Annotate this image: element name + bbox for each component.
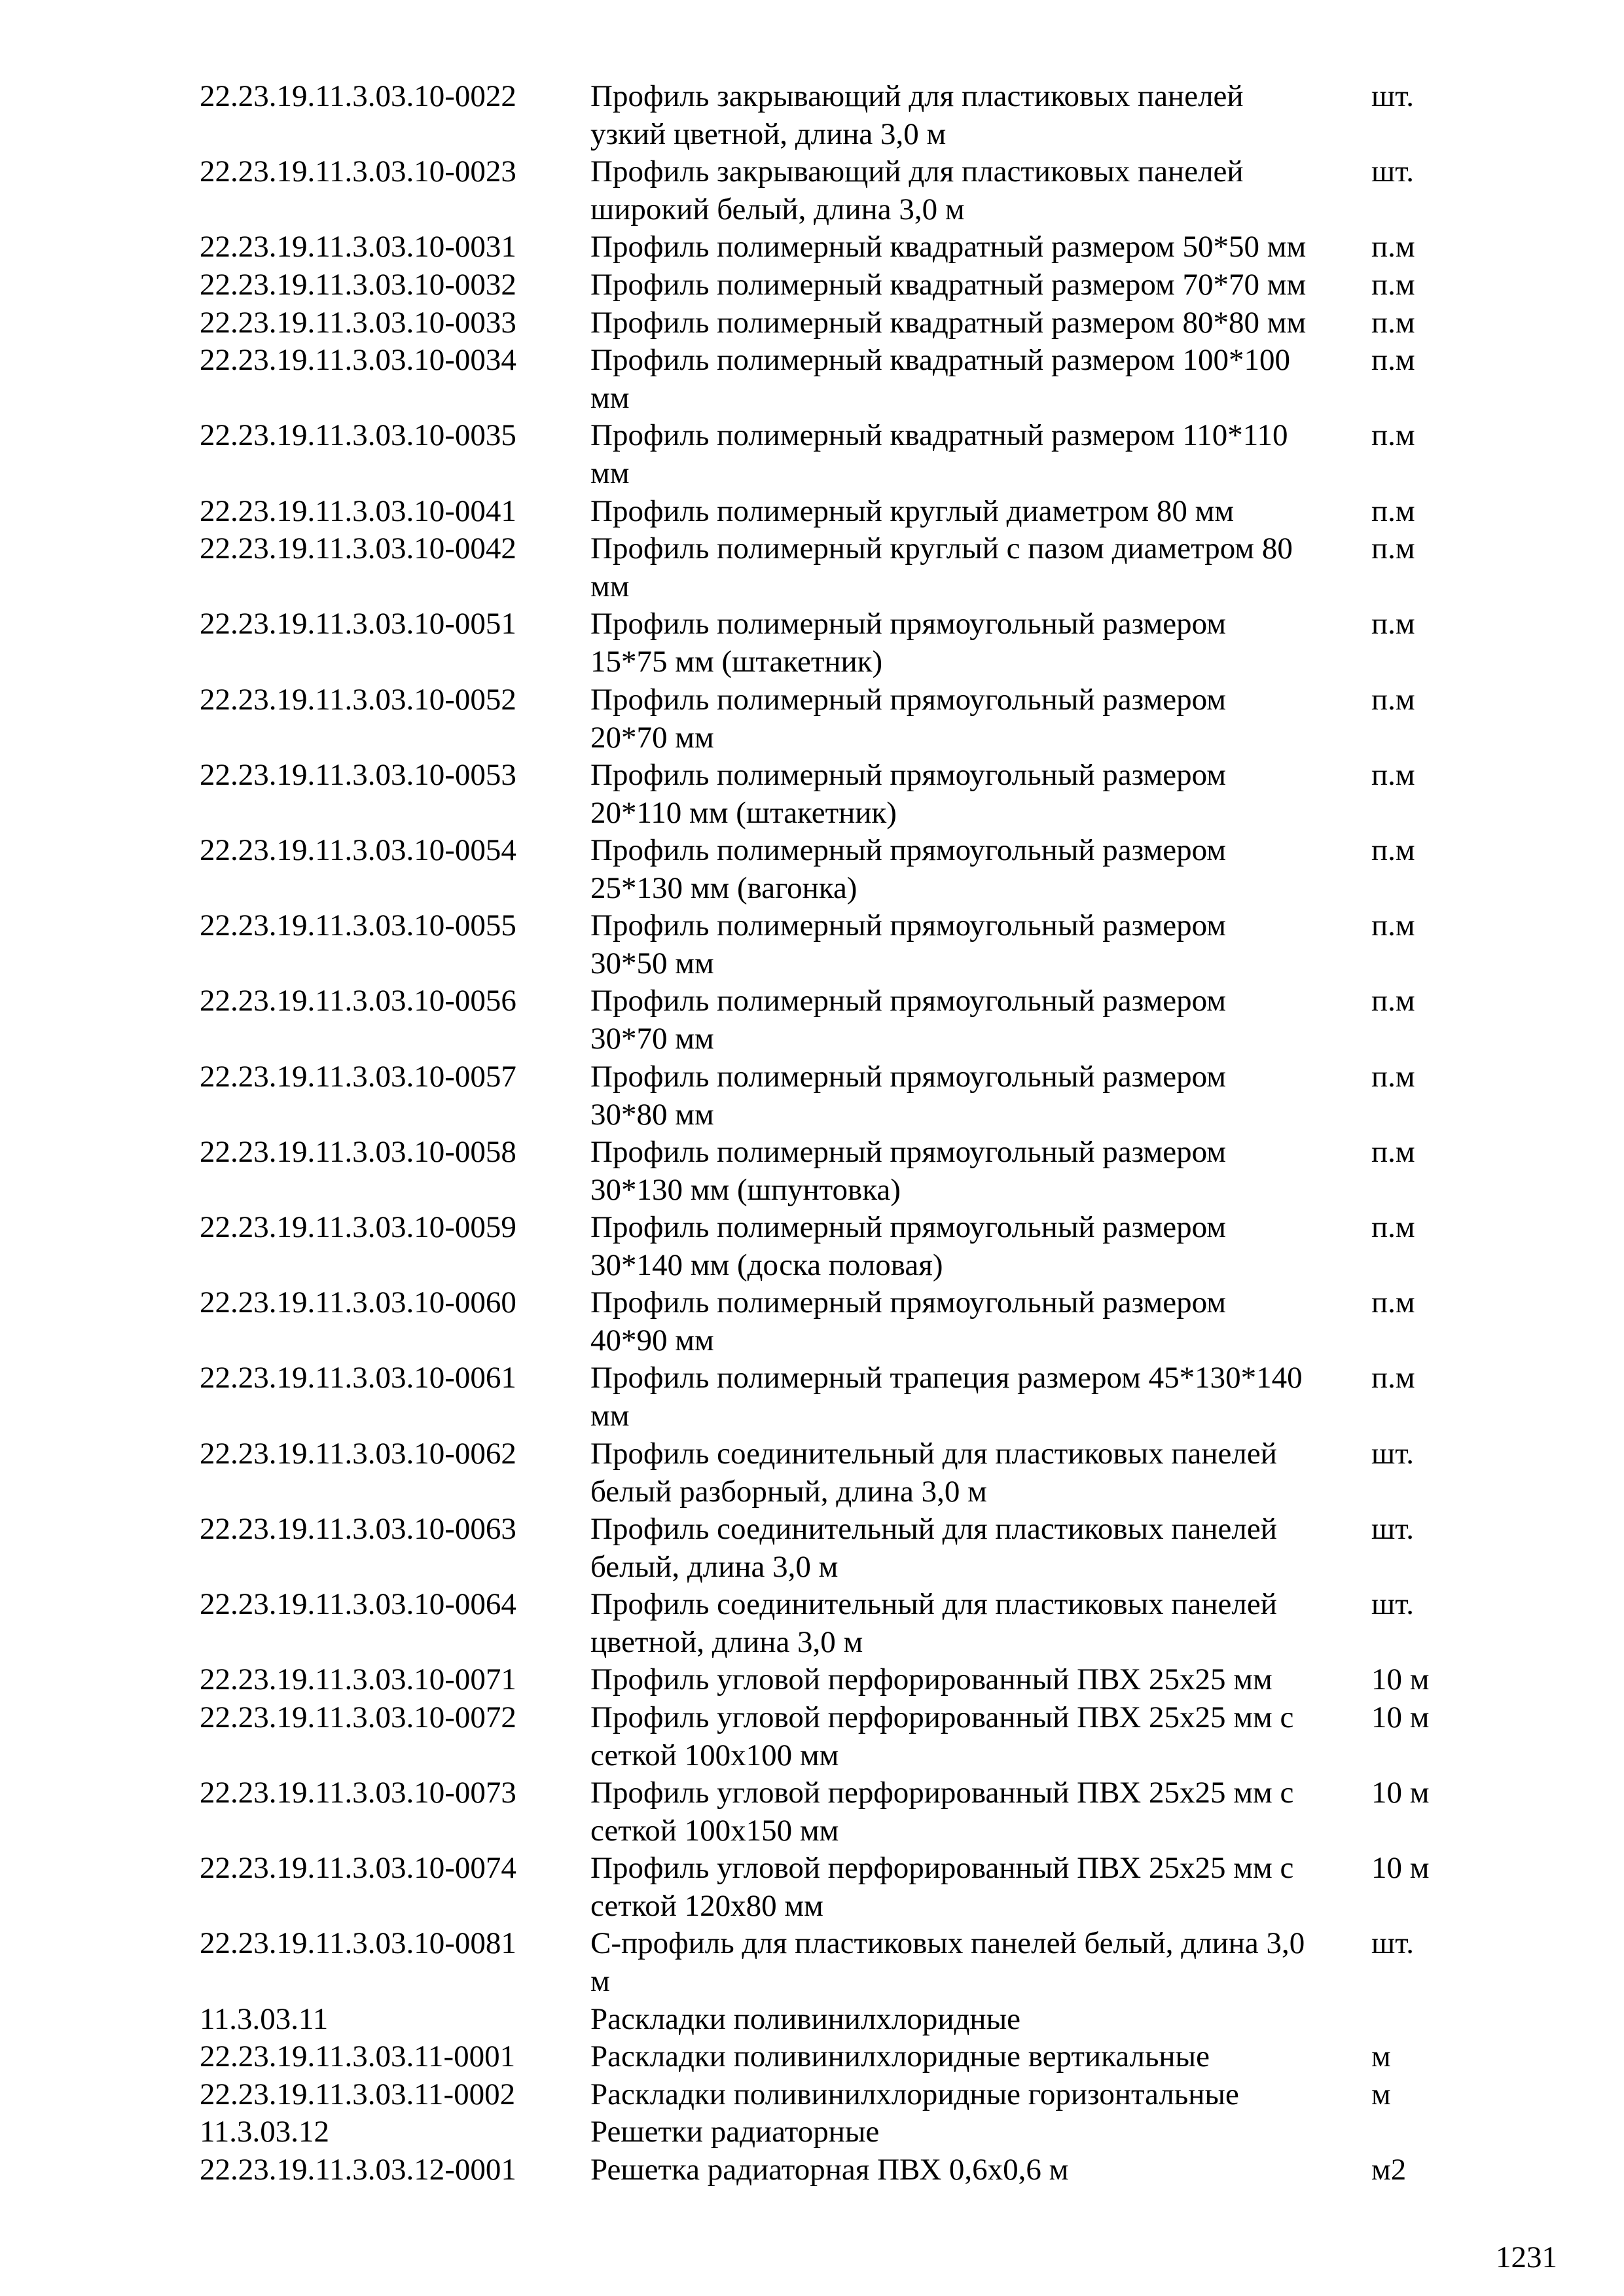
item-code: 11.3.03.11 [200, 2001, 329, 2036]
item-name: Профиль угловой перфорированный ПВХ 25х25 мм [590, 1662, 1272, 1697]
item-unit: шт. [1371, 154, 1414, 189]
item-name: Профиль полимерный квадратный размером 70*70 мм [590, 268, 1307, 302]
item-name: Профиль полимерный квадратный размером 50*50 мм [590, 230, 1307, 264]
item-code: 22.23.19.11.3.03.10-0032 [200, 268, 516, 302]
item-unit: шт. [1371, 1926, 1414, 1961]
item-code: 22.23.19.11.3.03.10-0052 [200, 682, 516, 717]
item-name: Профиль полимерный прямоугольный размером 15*75 мм (штакетник) [590, 607, 1227, 679]
item-unit: м [1371, 2077, 1391, 2111]
item-name: С-профиль для пластиковых панелей белый, длина 3,0 м [590, 1926, 1305, 1999]
item-name: Раскладки поливинилхлоридные [590, 2001, 1021, 2036]
item-code: 22.23.19.11.3.03.10-0074 [200, 1851, 516, 1886]
item-code: 22.23.19.11.3.03.10-0071 [200, 1662, 516, 1697]
page-number: 1231 [1496, 2240, 1557, 2274]
item-unit: п.м [1371, 908, 1415, 943]
item-unit: п.м [1371, 1361, 1415, 1395]
item-unit: п.м [1371, 984, 1415, 1018]
item-unit: п.м [1371, 418, 1415, 453]
item-code: 22.23.19.11.3.03.10-0035 [200, 418, 516, 453]
item-unit: п.м [1371, 268, 1415, 302]
item-code: 22.23.19.11.3.03.10-0051 [200, 607, 516, 641]
item-code: 22.23.19.11.3.03.10-0081 [200, 1926, 516, 1961]
item-unit: п.м [1371, 607, 1415, 641]
item-name: Профиль полимерный трапеция размером 45*130*140 мм [590, 1361, 1303, 1433]
item-code: 22.23.19.11.3.03.10-0023 [200, 154, 516, 189]
item-unit: шт. [1371, 1436, 1414, 1471]
item-unit: п.м [1371, 305, 1415, 340]
item-code: 22.23.19.11.3.03.10-0053 [200, 757, 516, 792]
item-name: Профиль полимерный квадратный размером 100*100 мм [590, 343, 1291, 416]
item-name: Профиль угловой перфорированный ПВХ 25х25 мм с сеткой 100х150 мм [590, 1776, 1294, 1848]
item-name: Профиль полимерный прямоугольный размером 25*130 мм (вагонка) [590, 833, 1227, 905]
item-name: Профиль полимерный прямоугольный размером 30*140 мм (доска половая) [590, 1210, 1227, 1282]
item-name: Решетка радиаторная ПВХ 0,6х0,6 м [590, 2153, 1069, 2187]
item-code: 22.23.19.11.3.03.10-0041 [200, 493, 516, 528]
item-code: 22.23.19.11.3.03.11-0001 [200, 2039, 516, 2074]
item-name: Профиль угловой перфорированный ПВХ 25х25 мм с сеткой 120х80 мм [590, 1851, 1294, 1924]
item-unit: п.м [1371, 493, 1415, 528]
item-code: 22.23.19.11.3.03.10-0072 [200, 1700, 516, 1734]
item-name: Профиль угловой перфорированный ПВХ 25х25 мм с сеткой 100х100 мм [590, 1700, 1294, 1772]
item-code: 22.23.19.11.3.03.10-0062 [200, 1436, 516, 1471]
item-name: Профиль полимерный прямоугольный размером 20*70 мм [590, 682, 1227, 755]
item-code: 22.23.19.11.3.03.10-0061 [200, 1361, 516, 1395]
item-unit: п.м [1371, 1059, 1415, 1094]
item-code: 22.23.19.11.3.03.10-0059 [200, 1210, 516, 1244]
item-code: 22.23.19.11.3.03.10-0073 [200, 1776, 516, 1810]
item-unit: п.м [1371, 1210, 1415, 1244]
item-name: Профиль закрывающий для пластиковых панелей широкий белый, длина 3,0 м [590, 154, 1244, 227]
item-unit: п.м [1371, 343, 1415, 378]
item-unit: 10 м [1371, 1851, 1430, 1886]
item-unit: м [1371, 2039, 1391, 2074]
item-code: 22.23.19.11.3.03.10-0033 [200, 305, 516, 340]
item-code: 22.23.19.11.3.03.10-0022 [200, 79, 516, 113]
item-code: 22.23.19.11.3.03.10-0034 [200, 343, 516, 378]
item-code: 22.23.19.11.3.03.10-0054 [200, 833, 516, 867]
item-name: Решетки радиаторные [590, 2115, 880, 2149]
item-name: Профиль полимерный прямоугольный размером 40*90 мм [590, 1285, 1227, 1358]
item-name: Профиль полимерный квадратный размером 110*110 мм [590, 418, 1288, 491]
item-name: Профиль полимерный прямоугольный размером 30*130 мм (шпунтовка) [590, 1134, 1227, 1207]
item-code: 22.23.19.11.3.03.10-0042 [200, 531, 516, 566]
item-code: 22.23.19.11.3.03.10-0031 [200, 230, 516, 264]
item-unit: п.м [1371, 230, 1415, 264]
item-code: 11.3.03.12 [200, 2115, 330, 2149]
item-code: 22.23.19.11.3.03.12-0001 [200, 2153, 516, 2187]
item-unit: п.м [1371, 1134, 1415, 1169]
item-unit: 10 м [1371, 1662, 1430, 1697]
item-name: Профиль соединительный для пластиковых панелей белый, длина 3,0 м [590, 1511, 1277, 1584]
item-code: 22.23.19.11.3.03.10-0056 [200, 984, 516, 1018]
item-name: Профиль полимерный круглый с пазом диаметром 80 мм [590, 531, 1293, 604]
item-unit: шт. [1371, 1587, 1414, 1621]
item-unit: п.м [1371, 531, 1415, 566]
item-unit: 10 м [1371, 1700, 1430, 1734]
item-name: Раскладки поливинилхлоридные вертикальные [590, 2039, 1210, 2074]
item-name: Профиль полимерный прямоугольный размером 30*50 мм [590, 908, 1227, 981]
item-name: Профиль полимерный прямоугольный размером 20*110 мм (штакетник) [590, 757, 1227, 830]
item-code: 22.23.19.11.3.03.10-0055 [200, 908, 516, 943]
item-code: 22.23.19.11.3.03.10-0060 [200, 1285, 516, 1320]
item-name: Профиль полимерный круглый диаметром 80 мм [590, 493, 1235, 528]
item-unit: 10 м [1371, 1776, 1430, 1810]
item-unit: шт. [1371, 79, 1414, 113]
item-name: Профиль полимерный прямоугольный размером 30*80 мм [590, 1059, 1227, 1132]
item-name: Раскладки поливинилхлоридные горизонтальные [590, 2077, 1239, 2111]
item-name: Профиль полимерный прямоугольный размером 30*70 мм [590, 984, 1227, 1056]
item-unit: шт. [1371, 1511, 1414, 1546]
item-code: 22.23.19.11.3.03.10-0057 [200, 1059, 516, 1094]
item-code: 22.23.19.11.3.03.11-0002 [200, 2077, 516, 2111]
item-name: Профиль полимерный квадратный размером 80*80 мм [590, 305, 1307, 340]
item-unit: м2 [1371, 2153, 1407, 2187]
item-name: Профиль закрывающий для пластиковых панелей узкий цветной, длина 3,0 м [590, 79, 1244, 151]
item-unit: п.м [1371, 1285, 1415, 1320]
item-code: 22.23.19.11.3.03.10-0063 [200, 1511, 516, 1546]
item-unit: п.м [1371, 833, 1415, 867]
item-name: Профиль соединительный для пластиковых панелей цветной, длина 3,0 м [590, 1587, 1277, 1659]
item-code: 22.23.19.11.3.03.10-0058 [200, 1134, 516, 1169]
item-code: 22.23.19.11.3.03.10-0064 [200, 1587, 516, 1621]
item-unit: п.м [1371, 757, 1415, 792]
item-name: Профиль соединительный для пластиковых панелей белый разборный, длина 3,0 м [590, 1436, 1277, 1509]
item-unit: п.м [1371, 682, 1415, 717]
